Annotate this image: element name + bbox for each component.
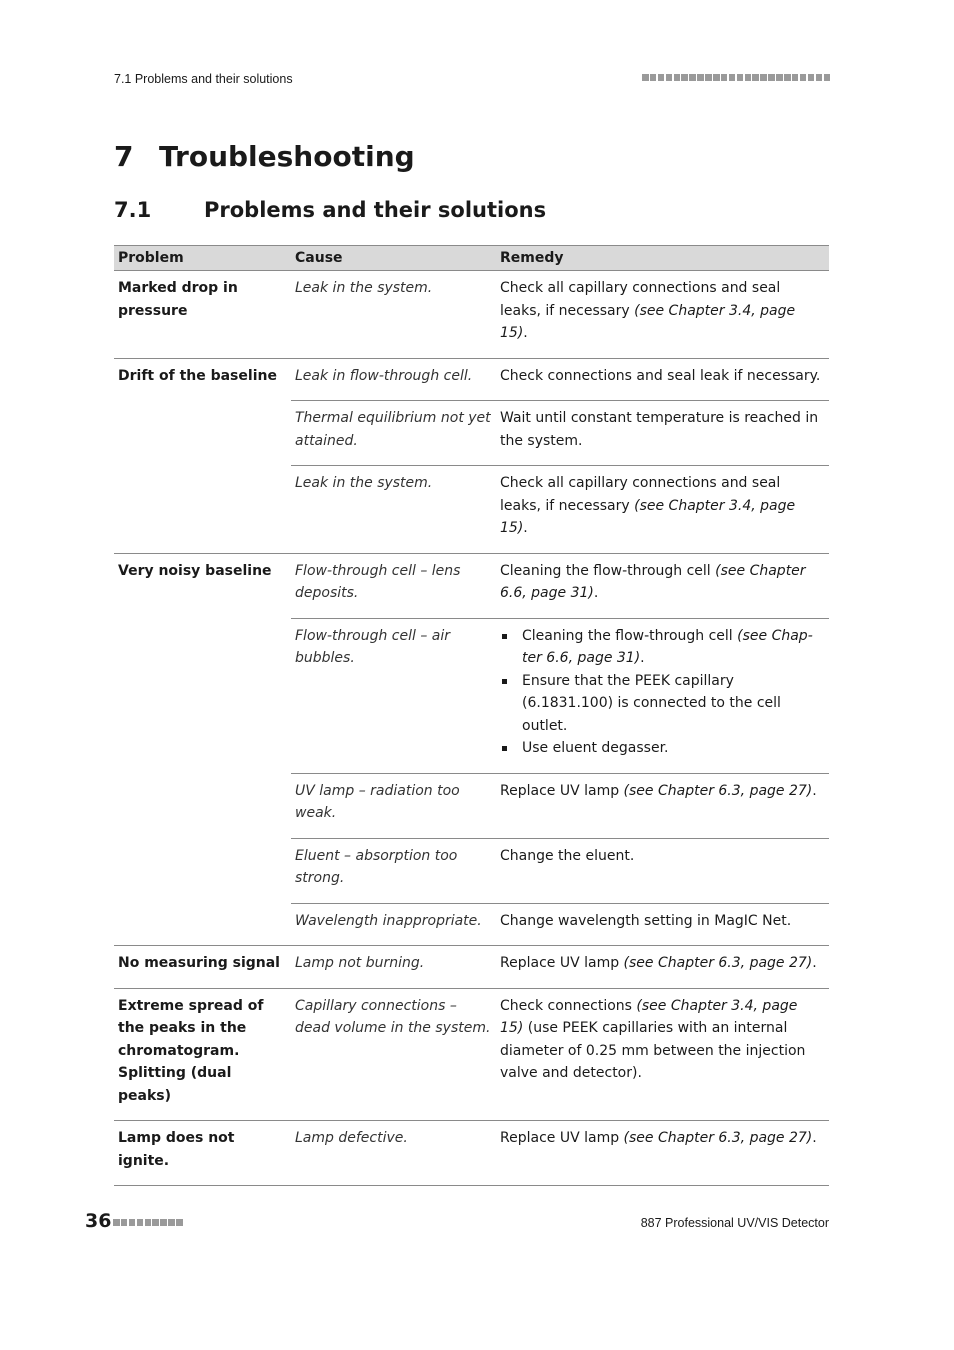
remedy-text: Check all capillary connections and seal leaks, if necessary [500,280,781,319]
remedy-text: Check connections [500,997,637,1014]
decoration-square [650,74,657,81]
remedy-cell [496,946,829,989]
cause-cell: Flow-through cell – lens deposits. [291,553,496,618]
remedy-text: Change wavelength setting in MagIC Net. [500,912,792,929]
chapter-number: 7 [114,140,134,173]
decoration-square [642,74,649,81]
page-number: 36 [85,1210,112,1232]
remedy-ref: (see Chapter 3.4, page 15) [500,497,796,536]
troubleshooting-table [114,245,829,1186]
cause-cell: Wavelength inappropriate. [291,903,496,946]
remedy-tail: . [812,782,817,799]
problem-cell: Extreme spread of the peaks in the chromatogram. Splitting (dual peaks) [114,988,291,1121]
cause-cell: Capillary connections – dead volume in the system. [291,988,496,1121]
decoration-square [689,74,696,81]
remedy-tail: . [812,955,817,971]
remedy-cell [496,358,829,401]
decoration-square [800,74,807,81]
remedy-tail: (use PEEK capillaries with an internal diameter of 0.25 mm between the injection valve and detector). [500,1020,806,1081]
problem-cell [114,401,291,466]
remedy-cell [496,988,829,1121]
decoration-square [760,74,767,81]
decoration-square [768,74,775,81]
remedy-text: Wait until constant temperature is reached in the system. [500,410,819,449]
product-name: 887 Professional UV/VIS Detector [640,1216,829,1230]
section-title: Problems and their solutions [204,198,547,222]
table-row [114,466,829,554]
decoration-square [737,74,744,81]
table-row [114,358,829,401]
decoration-square [145,1219,152,1226]
decoration-square [674,74,681,81]
decoration-square [129,1219,136,1226]
problem-cell: Very noisy baseline [118,562,272,579]
remedy-text: Ensure that the PEEK capillary (6.1831.100) is connected to the cell outlet. [522,672,781,734]
remedy-text: Replace UV lamp [500,955,624,971]
decoration-square [176,1219,183,1226]
remedy-text: Cleaning the flow-through cell [522,627,738,644]
remedy-text: Check connections and seal leak if necessary. [500,367,821,384]
decoration-square [705,74,712,81]
problem-cell: Drift of the baseline [118,367,277,384]
remedy-list-item [500,737,825,760]
decoration-square [121,1219,128,1226]
table-row [114,1121,829,1186]
decoration-square [745,74,752,81]
decoration-square [160,1219,167,1226]
remedy-text: Check all capillary connections and seal leaks, if necessary [500,475,781,514]
remedy-ref: (see Chapter 6.3, page 27) [623,782,813,799]
remedy-text: Replace UV lamp [500,782,624,799]
decoration-square [816,74,823,81]
remedy-ref: (see Chapter 6.6, page 31) [500,562,806,601]
problem-cell [114,466,291,554]
remedy-cell [496,1121,829,1186]
remedy-ref: (see Chapter 6.3, page 27) [623,1130,813,1146]
table-header-row [114,246,829,271]
table-row [114,618,829,773]
running-header: 7.1 Problems and their solutions [114,72,293,86]
problem-cell: No measuring signal [114,946,291,989]
remedy-list-item [500,625,825,670]
problem-cell: Lamp does not ignite. [114,1121,291,1186]
cause-cell: Leak in the system. [291,466,496,554]
cause-cell: Lamp defective. [291,1121,496,1186]
column-header-cause: Cause [291,246,496,271]
cause-cell: UV lamp – radiation too weak. [291,773,496,838]
problem-cell [114,838,291,903]
section-number: 7.1 [114,198,152,222]
decoration-square [137,1219,144,1226]
decoration-square [666,74,673,81]
decoration-square [729,74,736,81]
remedy-tail: . [640,650,645,666]
remedy-ref: (see Chapter 3.4, page 15) [500,997,798,1036]
decoration-square [168,1219,175,1226]
remedy-cell [496,271,829,359]
cause-cell: Leak in the system. [291,271,496,359]
header-decoration [620,74,830,81]
table-row [114,988,829,1121]
remedy-cell [496,553,829,618]
remedy-ref: (see Chap-ter 6.6, page 31) [522,627,813,666]
section-heading [114,198,546,222]
remedy-cell [496,903,829,946]
decoration-square [792,74,799,81]
table-row [114,553,829,618]
table-row [114,946,829,989]
remedy-cell [496,618,829,773]
footer-decoration [113,1219,183,1226]
remedy-tail: . [812,1130,817,1146]
decoration-square [752,74,759,81]
decoration-square [658,74,665,81]
remedy-cell [496,466,829,554]
column-header-problem: Problem [114,246,291,271]
decoration-square [808,74,815,81]
chapter-title: Troubleshooting [159,140,415,173]
problem-cell [114,903,291,946]
remedy-text: Change the eluent. [500,847,635,864]
decoration-square [784,74,791,81]
remedy-ref: (see Chapter 3.4, page 15) [500,302,796,341]
remedy-ref: (see Chapter 6.3, page 27) [623,955,813,971]
cause-cell: Thermal equilibrium not yet attained. [291,401,496,466]
table-row [114,903,829,946]
column-header-remedy: Remedy [496,246,829,271]
chapter-heading [114,140,415,173]
remedy-tail: . [523,520,528,536]
decoration-square [824,74,831,81]
remedy-tail: . [523,325,528,341]
table-row [114,271,829,359]
remedy-text: Use eluent degasser. [522,740,669,756]
remedy-cell [496,838,829,903]
remedy-tail: . [593,585,599,601]
problem-cell [114,618,291,773]
remedy-list [500,625,825,760]
decoration-square [721,74,728,81]
remedy-text: Cleaning the flow-through cell [500,562,716,579]
problem-cell: Marked drop in pressure [114,271,291,359]
decoration-square [113,1219,120,1226]
decoration-square [776,74,783,81]
decoration-square [681,74,688,81]
cause-cell: Lamp not burning. [291,946,496,989]
table-row [114,838,829,903]
remedy-list-item [500,670,825,738]
remedy-text: Replace UV lamp [500,1130,624,1146]
remedy-cell [496,401,829,466]
cause-cell: Flow-through cell – air bubbles. [291,618,496,773]
remedy-cell [496,773,829,838]
decoration-square [713,74,720,81]
decoration-square [697,74,704,81]
problem-cell [114,773,291,838]
cause-cell: Eluent – absorption too strong. [291,838,496,903]
cause-cell: Leak in flow-through cell. [291,358,496,401]
decoration-square [152,1219,159,1226]
table-row [114,401,829,466]
table-row [114,773,829,838]
